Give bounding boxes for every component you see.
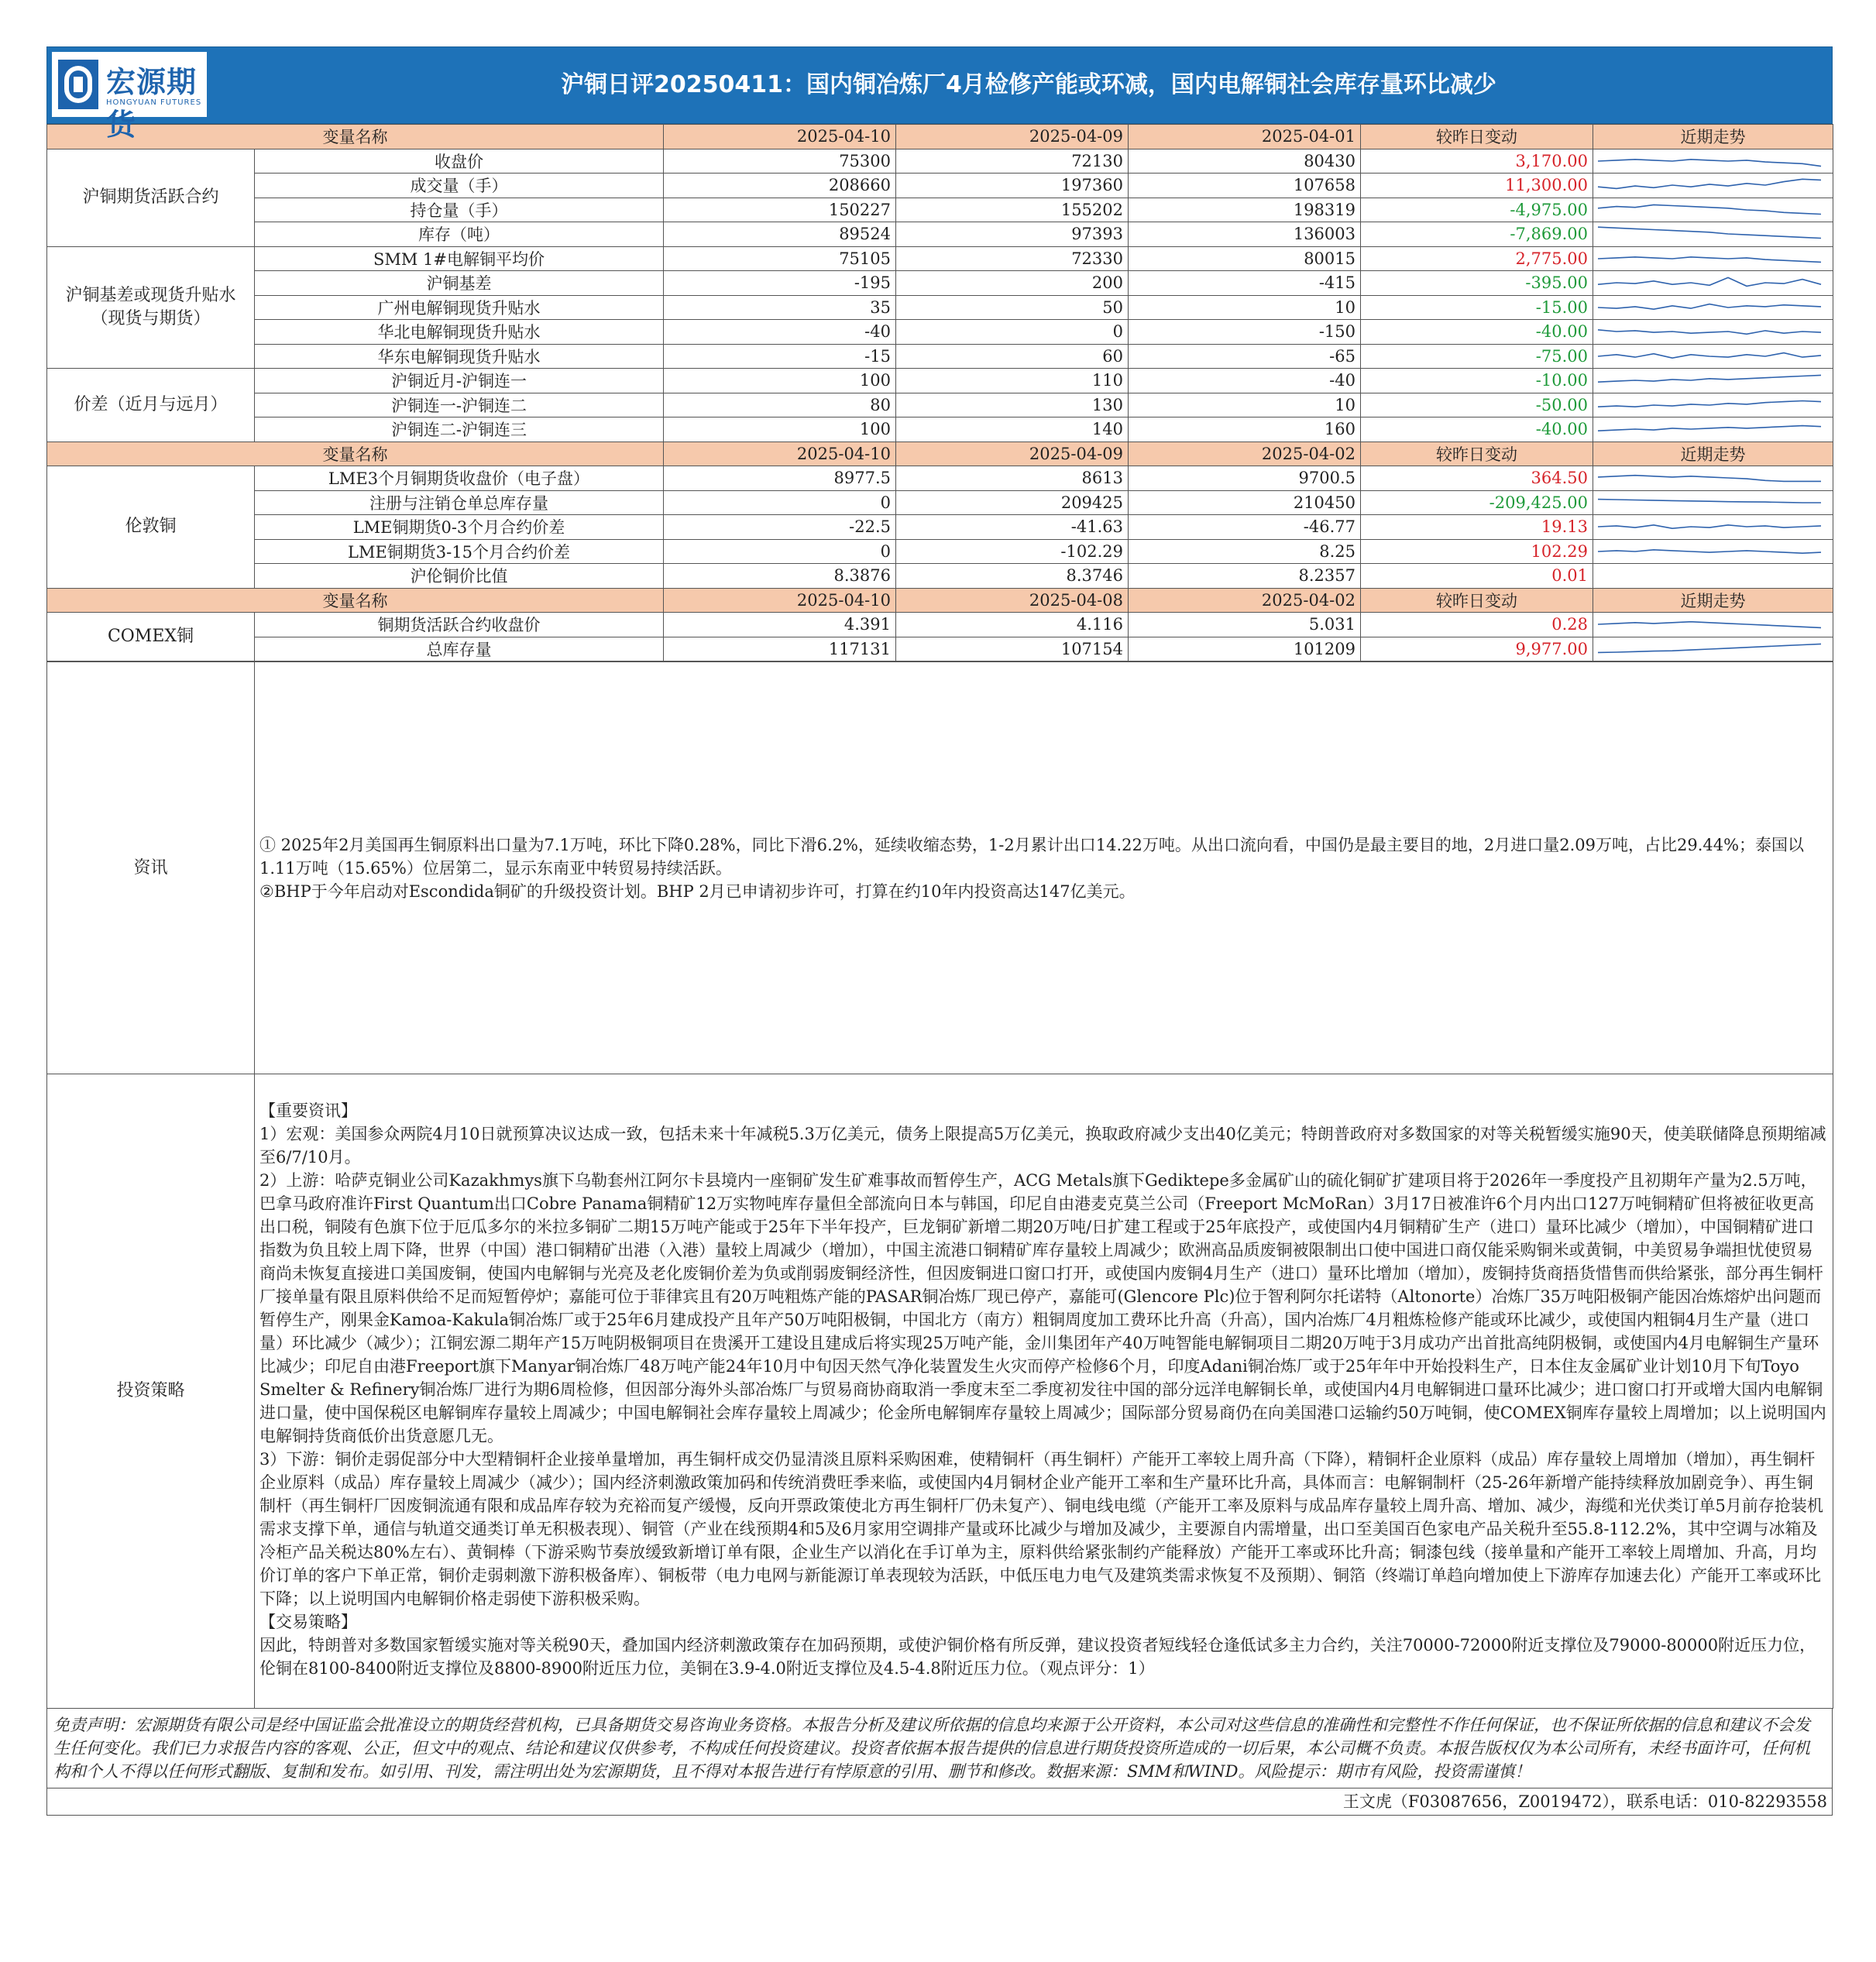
change-cell: 19.13	[1361, 515, 1593, 540]
trend-line	[1598, 180, 1821, 189]
trend-sparkline	[1596, 493, 1823, 513]
strategy-trading: 因此，特朗普对多数国家暂缓实施对等关税90天，叠加国内经济刺激政策存在加码预期，或使沪铜价格有所反弹，建议投资者短线轻仓逢低试多主力合约，关注70000-72000附近支撑位及79000-80000附近压力位，伦铜在8100-8400附近支撑位及8800-8900附近压力位，美铜在3.9-4.0附近支撑位及4.5-4.8附近压力位。（观点评分：1）	[259, 1636, 1816, 1678]
change-cell: -50.00	[1361, 393, 1593, 417]
value-cell: 130	[896, 393, 1129, 417]
variable-name: 沪铜连一-沪铜连二	[255, 393, 664, 417]
trend-line	[1598, 426, 1821, 431]
value-cell: -65	[1129, 344, 1361, 369]
trend-sparkline	[1596, 224, 1823, 244]
column-header: 2025-04-09	[896, 442, 1129, 466]
value-cell: 200	[896, 271, 1129, 296]
trend-cell	[1593, 539, 1833, 564]
variable-name: 总库存量	[255, 637, 664, 661]
change-cell: -40.00	[1361, 417, 1593, 442]
table-row	[47, 417, 1833, 442]
trend-sparkline	[1596, 614, 1823, 634]
trend-line	[1598, 160, 1821, 167]
variable-name: LME铜期货0-3个月合约价差	[255, 515, 664, 540]
column-header: 较昨日变动	[1361, 442, 1593, 466]
variable-name: 沪铜近月-沪铜连一	[255, 369, 664, 393]
value-cell: -15	[664, 344, 896, 369]
value-cell: 8.3746	[896, 564, 1129, 589]
report-page	[46, 46, 1833, 1816]
value-cell: 4.391	[664, 613, 896, 637]
trend-sparkline	[1596, 517, 1823, 537]
change-cell: -209,425.00	[1361, 490, 1593, 515]
table-row	[47, 271, 1833, 296]
value-cell: 107658	[1129, 174, 1361, 198]
trend-sparkline	[1596, 639, 1823, 659]
variable-name: 铜期货活跃合约收盘价	[255, 613, 664, 637]
column-header: 变量名称	[47, 442, 664, 466]
strategy-heading-trading: 【交易策略】	[259, 1613, 357, 1631]
trend-cell	[1593, 564, 1833, 589]
trend-cell	[1593, 174, 1833, 198]
value-cell: 8.25	[1129, 539, 1361, 564]
column-header: 近期走势	[1593, 588, 1833, 613]
column-header: 较昨日变动	[1361, 125, 1593, 149]
strategy-row	[47, 1074, 1833, 1709]
news-row	[47, 662, 1833, 1074]
trend-line	[1598, 499, 1821, 502]
trend-cell	[1593, 490, 1833, 515]
trend-cell	[1593, 295, 1833, 320]
value-cell: 89524	[664, 222, 896, 247]
value-cell: -150	[1129, 320, 1361, 345]
table-row	[47, 393, 1833, 417]
value-cell: 101209	[1129, 637, 1361, 661]
section-header-row	[47, 125, 1833, 149]
page-title: 沪铜日评20250411：国内铜冶炼厂4月检修产能或环减，国内电解铜社会库存量环比减少	[561, 71, 1496, 98]
column-header: 2025-04-02	[1129, 442, 1361, 466]
column-header: 2025-04-08	[896, 588, 1129, 613]
group-label: 沪铜基差或现货升贴水（现货与期货）	[47, 246, 255, 369]
value-cell: 80	[664, 393, 896, 417]
variable-name: LME铜期货3-15个月合约价差	[255, 539, 664, 564]
group-label: COMEX铜	[47, 613, 255, 661]
change-cell: 2,775.00	[1361, 246, 1593, 271]
trend-sparkline	[1596, 370, 1823, 390]
variable-name: 库存（吨）	[255, 222, 664, 247]
trend-line	[1598, 257, 1821, 263]
column-header: 2025-04-09	[896, 125, 1129, 149]
change-cell: -40.00	[1361, 320, 1593, 345]
change-cell: 102.29	[1361, 539, 1593, 564]
logo-subtext: HONGYUAN FUTURES	[106, 98, 202, 107]
change-cell: -15.00	[1361, 295, 1593, 320]
column-header: 较昨日变动	[1361, 588, 1593, 613]
trend-line	[1598, 278, 1821, 287]
value-cell: 150227	[664, 198, 896, 222]
variable-name: LME3个月铜期货收盘价（电子盘）	[255, 466, 664, 491]
value-cell: 140	[896, 417, 1129, 442]
variable-name: 成交量（手）	[255, 174, 664, 198]
value-cell: 72130	[896, 149, 1129, 174]
value-cell: 209425	[896, 490, 1129, 515]
news-item-2: ②BHP于今年启动对Escondida铜矿的升级投资计划。BHP 2月已申请初步许可，打算在约10年内投资高达147亿美元。	[259, 881, 1136, 901]
disclaimer: 免责声明：宏源期货有限公司是经中国证监会批准设立的期货经营机构，已具备期货交易咨询业务资格。本报告分析及建议所依据的信息均来源于公开资料，本公司对这些信息的准确性和完整性不作任何保证，也不保证所依据的信息和建议不会发生任何变化。我们已力求报告内容的客观、公正，但文中的观点、结论和建议仅供参考，不构成任何投资建议。投资者依据本报告提供的信息进行期货投资所造成的一切后果，本公司概不负责。本报告版权仅为本公司所有，未经书面许可，任何机构和个人不得以任何形式翻版、复制和发布。如引用、刊发，需注明出处为宏源期货，且不得对本报告进行有悖原意的引用、删节和修改。数据来源：SMM和WIND。风险提示：期市有风险，投资需谨慎！	[46, 1709, 1833, 1788]
table-row	[47, 466, 1833, 491]
table-row	[47, 149, 1833, 174]
group-label: 伦敦铜	[47, 466, 255, 589]
value-cell: 80430	[1129, 149, 1361, 174]
trend-cell	[1593, 222, 1833, 247]
trend-cell	[1593, 637, 1833, 661]
group-label: 价差（近月与远月）	[47, 369, 255, 442]
trend-sparkline	[1596, 321, 1823, 342]
value-cell: 136003	[1129, 222, 1361, 247]
trend-sparkline	[1596, 419, 1823, 439]
table-row	[47, 369, 1833, 393]
value-cell: 8613	[896, 466, 1129, 491]
strategy-heading-news: 【重要资讯】	[259, 1101, 357, 1120]
value-cell: 8977.5	[664, 466, 896, 491]
variable-name: 注册与注销仓单总库存量	[255, 490, 664, 515]
trend-cell	[1593, 320, 1833, 345]
section-header-row	[47, 588, 1833, 613]
value-cell: -415	[1129, 271, 1361, 296]
variable-name: 华北电解铜现货升贴水	[255, 320, 664, 345]
change-cell: -7,869.00	[1361, 222, 1593, 247]
value-cell: 0	[896, 320, 1129, 345]
table-row	[47, 490, 1833, 515]
trend-sparkline	[1596, 151, 1823, 171]
table-row	[47, 174, 1833, 198]
value-cell: 198319	[1129, 198, 1361, 222]
value-cell: -22.5	[664, 515, 896, 540]
trend-sparkline	[1596, 541, 1823, 562]
table-row	[47, 246, 1833, 271]
section-header-row	[47, 442, 1833, 466]
strategy-label: 投资策略	[47, 1074, 255, 1709]
trend-line	[1598, 622, 1821, 628]
market-data-table	[46, 124, 1833, 661]
trend-line	[1598, 644, 1821, 652]
table-row	[47, 637, 1833, 661]
value-cell: 35	[664, 295, 896, 320]
value-cell: 75300	[664, 149, 896, 174]
column-header: 2025-04-02	[1129, 588, 1361, 613]
change-cell: 9,977.00	[1361, 637, 1593, 661]
trend-line	[1598, 376, 1821, 383]
value-cell: 75105	[664, 246, 896, 271]
table-row	[47, 295, 1833, 320]
variable-name: 收盘价	[255, 149, 664, 174]
trend-cell	[1593, 344, 1833, 369]
value-cell: -40	[664, 320, 896, 345]
table-row	[47, 515, 1833, 540]
value-cell: 155202	[896, 198, 1129, 222]
trend-sparkline	[1596, 175, 1823, 195]
value-cell: 8.2357	[1129, 564, 1361, 589]
column-header: 变量名称	[47, 588, 664, 613]
column-header: 2025-04-10	[664, 125, 896, 149]
news-label: 资讯	[47, 662, 255, 1074]
company-logo	[52, 52, 207, 142]
value-cell: 117131	[664, 637, 896, 661]
trend-cell	[1593, 198, 1833, 222]
value-cell: 100	[664, 417, 896, 442]
table-row	[47, 222, 1833, 247]
trend-line	[1598, 525, 1821, 528]
trend-line	[1598, 330, 1821, 335]
table-row	[47, 320, 1833, 345]
value-cell: -102.29	[896, 539, 1129, 564]
trend-cell	[1593, 515, 1833, 540]
trend-line	[1598, 227, 1821, 238]
value-cell: 210450	[1129, 490, 1361, 515]
strategy-content	[255, 1074, 1833, 1709]
logo-icon	[58, 60, 98, 109]
value-cell: 110	[896, 369, 1129, 393]
value-cell: 80015	[1129, 246, 1361, 271]
trend-line	[1598, 476, 1821, 482]
value-cell: 9700.5	[1129, 466, 1361, 491]
change-cell: -4,975.00	[1361, 198, 1593, 222]
trend-line	[1598, 204, 1821, 214]
trend-cell	[1593, 149, 1833, 174]
news-content	[255, 662, 1833, 1074]
column-header: 2025-04-10	[664, 442, 896, 466]
value-cell: 5.031	[1129, 613, 1361, 637]
column-header: 近期走势	[1593, 442, 1833, 466]
change-cell: 0.28	[1361, 613, 1593, 637]
value-cell: 0	[664, 539, 896, 564]
change-cell: 11,300.00	[1361, 174, 1593, 198]
change-cell: -75.00	[1361, 344, 1593, 369]
variable-name: 沪铜基差	[255, 271, 664, 296]
trend-cell	[1593, 271, 1833, 296]
change-cell: -10.00	[1361, 369, 1593, 393]
trend-cell	[1593, 369, 1833, 393]
commentary-table	[46, 661, 1833, 1709]
strategy-downstream: 3）下游：铜价走弱促部分中大型精铜杆企业接单量增加，再生铜杆成交仍显清淡且原料采购困难，使精铜杆（再生铜杆）产能开工率较上周升高（下降），精铜杆企业原料（成品）库存量较上周增加（增加），再生铜杆企业原料（成品）库存量较上周减少（减少）；国内经济刺激政策加码和传统消费旺季来临，或使国内4月铜材企业产能开工率和生产量环比升高，具体而言：电解铜制杆（25-26年新增产能持续释放加剧竞争）、再生铜制杆（再生铜杆厂因废铜流通有限和成品库存较为充裕而复产缓慢，反向开票政策使北方再生铜杆厂仍未复产）、铜电线电缆（产能开工率及原料与成品库存量较上周升高、增加、减少，海缆和光伏类订单5月前存抢装机需求支撑下单，通信与轨道交通类订单无积极表现）、铜管（产业在线预期4和5及6月家用空调排产量或环比减少与增加及减少，主要源自内需增量，出口至美国百色家电产品关税升至55.8-112.2%，其中空调与冰箱及冷柜产品关税达80%左右）、黄铜棒（下游采购节奏放缓致新增订单有限，企业生产以消化在手订单为主，原料供给紧张制约产能释放）产能开工率或环比升高；铜漆包线（接单量和产能开工率较上周增加、升高，月均价订单的客户下单正常，铜价走弱刺激下游积极备库）、铜板带（电力电网与新能源订单表现较为活跃，中低压电力电气及建筑类需求恢复不及预期）、铜箔（终端订单趋向增加使上下游库存加速去化）产能开工率或环比下降；以上说明国内电解铜价格走弱使下游积极采购。	[259, 1450, 1823, 1608]
change-cell: 3,170.00	[1361, 149, 1593, 174]
value-cell: -40	[1129, 369, 1361, 393]
trend-sparkline	[1596, 249, 1823, 269]
trend-cell	[1593, 246, 1833, 271]
value-cell: 60	[896, 344, 1129, 369]
value-cell: 4.116	[896, 613, 1129, 637]
column-header: 2025-04-10	[664, 588, 896, 613]
value-cell: 208660	[664, 174, 896, 198]
value-cell: 100	[664, 369, 896, 393]
trend-sparkline	[1596, 273, 1823, 293]
variable-name: 沪铜连二-沪铜连三	[255, 417, 664, 442]
trend-line	[1598, 304, 1821, 309]
value-cell: 72330	[896, 246, 1129, 271]
change-cell: 364.50	[1361, 466, 1593, 491]
group-label: 沪铜期货活跃合约	[47, 149, 255, 246]
trend-sparkline	[1596, 346, 1823, 366]
news-item-1: ① 2025年2月美国再生铜原料出口量为7.1万吨，环比下降0.28%，同比下滑6.2%，延续收缩态势，1-2月累计出口14.22万吨。从出口流向看，中国仍是最主要目的地，2月进口量2.09万吨，占比29.44%；泰国以1.11万吨（15.65%）位居第二，显示东南亚中转贸易持续活跃。	[259, 835, 1805, 878]
trend-sparkline	[1596, 297, 1823, 318]
column-header: 2025-04-01	[1129, 125, 1361, 149]
value-cell: 160	[1129, 417, 1361, 442]
trend-sparkline	[1596, 395, 1823, 415]
value-cell: 107154	[896, 637, 1129, 661]
table-row	[47, 344, 1833, 369]
table-row	[47, 564, 1833, 589]
column-header: 近期走势	[1593, 125, 1833, 149]
strategy-macro: 1）宏观：美国参众两院4月10日就预算决议达成一致，包括未来十年减税5.3万亿美元，债务上限提高5万亿美元，换取政府减少支出40亿美元；特朗普政府对多数国家的对等关税暂缓实施90天，使美联储降息预期缩减至6/7/10月。	[259, 1125, 1826, 1167]
table-row	[47, 613, 1833, 637]
variable-name: 沪伦铜价比值	[255, 564, 664, 589]
table-row	[47, 198, 1833, 222]
logo-text: 宏源期货	[106, 65, 198, 142]
column-header: 变量名称	[47, 125, 664, 149]
trend-line	[1598, 352, 1821, 358]
trend-sparkline	[1596, 468, 1823, 488]
value-cell: 0	[664, 490, 896, 515]
value-cell: 8.3876	[664, 564, 896, 589]
value-cell: 10	[1129, 393, 1361, 417]
trend-cell	[1593, 613, 1833, 637]
value-cell: -46.77	[1129, 515, 1361, 540]
strategy-upstream: 2）上游：哈萨克铜业公司Kazakhmys旗下乌勒套州江阿尔卡县境内一座铜矿发生矿难事故而暂停生产，ACG Metals旗下Gediktepe多金属矿山的硫化铜矿扩建项目将于2026年一季度投产且初期年产量为2.5万吨，巴拿马政府准许First Quantum出口Cobre Panama铜精矿12万实物吨库存量但全部流向日本与韩国，印尼自由港麦克莫兰公司（Freeport McMoRan）3月17日被准许6个月内出口127万吨铜精矿但将被征收更高出口税，铜陵有色旗下位于厄瓜多尔的米拉多铜矿二期15万吨产能或于25年下半年投产，巨龙铜矿新增二期20万吨/日扩建工程或于25年底投产，或使国内4月铜精矿生产（进口）量环比减少（增加），中国铜精矿进口指数为负且较上周下降，世界（中国）港口铜精矿出港（入港）量较上周减少（增加），中国主流港口铜精矿库存量较上周减少；欧洲高品质废铜被限制出口使中国进口商仅能采购铜米或黄铜，中美贸易争端担忧使贸易商尚未恢复直接进口美国废铜，使国内电解铜与光亮及老化废铜价差为负或削弱废铜经济性，但因废铜进口窗口打开，或使国内废铜4月生产（进口）量环比增加（增加），废铜持货商捂货惜售而供给紧张，部分再生铜杆厂接单量有限且原料供给不足而短暂停炉；嘉能可位于菲律宾且有20万吨粗炼产能的PASAR铜冶炼厂现已停产，嘉能可(Glencore Plc)位于智利阿尔托诺特（Altonorte）冶炼厂35万吨阳极铜产能因冶炼熔炉出问题而暂停生产，刚果金Kamoa-Kakula铜冶炼厂或于25年6月建成投产且年产50万吨阳极铜，中国北方（南方）粗铜周度加工费环比升高（升高），国内冶炼厂4月粗炼检修产能或环比减少，或使国内粗铜4月生产量（进口量）环比减少（减少）；江铜宏源二期年产15万吨阴极铜项目在贵溪开工建设且建成后将实现25万吨产能，金川集团年产40万吨智能电解铜项目二期20万吨于3月成功产出首批高纯阴极铜，或使国内4月电解铜生产量环比减少；印尼自由港Freeport旗下Manyar铜冶炼厂48万吨产能24年10月中旬因天然气净化装置发生火灾而停产检修6个月，印度Adani铜冶炼厂或于25年年中开始投料生产，日本住友金属矿业计划10月下旬Toyo Smelter & Refinery铜冶炼厂进行为期6周检修，但因部分海外头部冶炼厂与贸易商协商取消一季度末至二季度初发往中国的部分远洋电解铜长单，或使国内4月电解铜进口量环比减少；进口窗口打开或增大国内电解铜进口量，使中国保税区电解铜库存量较上周减少；中国电解铜社会库存量较上周减少；伦金所电解铜库存量较上周减少；国际部分贸易商仍在向美国港口运输约50万吨铜，使COMEX铜库存量较上周增加；以上说明国内电解铜持货商低价出货意愿几无。	[259, 1171, 1826, 1445]
variable-name: SMM 1#电解铜平均价	[255, 246, 664, 271]
trend-cell	[1593, 393, 1833, 417]
value-cell: 50	[896, 295, 1129, 320]
trend-cell	[1593, 417, 1833, 442]
table-row	[47, 539, 1833, 564]
trend-sparkline	[1596, 200, 1823, 220]
analyst-contact: 王文虎（F03087656，Z0019472），联系电话：010-82293558	[46, 1788, 1833, 1816]
value-cell: 97393	[896, 222, 1129, 247]
change-cell: 0.01	[1361, 564, 1593, 589]
variable-name: 持仓量（手）	[255, 198, 664, 222]
value-cell: 10	[1129, 295, 1361, 320]
variable-name: 华东电解铜现货升贴水	[255, 344, 664, 369]
value-cell: -41.63	[896, 515, 1129, 540]
change-cell: -395.00	[1361, 271, 1593, 296]
trend-cell	[1593, 466, 1833, 491]
trend-line	[1598, 550, 1821, 553]
value-cell: -195	[664, 271, 896, 296]
value-cell: 197360	[896, 174, 1129, 198]
variable-name: 广州电解铜现货升贴水	[255, 295, 664, 320]
trend-line	[1598, 400, 1821, 407]
